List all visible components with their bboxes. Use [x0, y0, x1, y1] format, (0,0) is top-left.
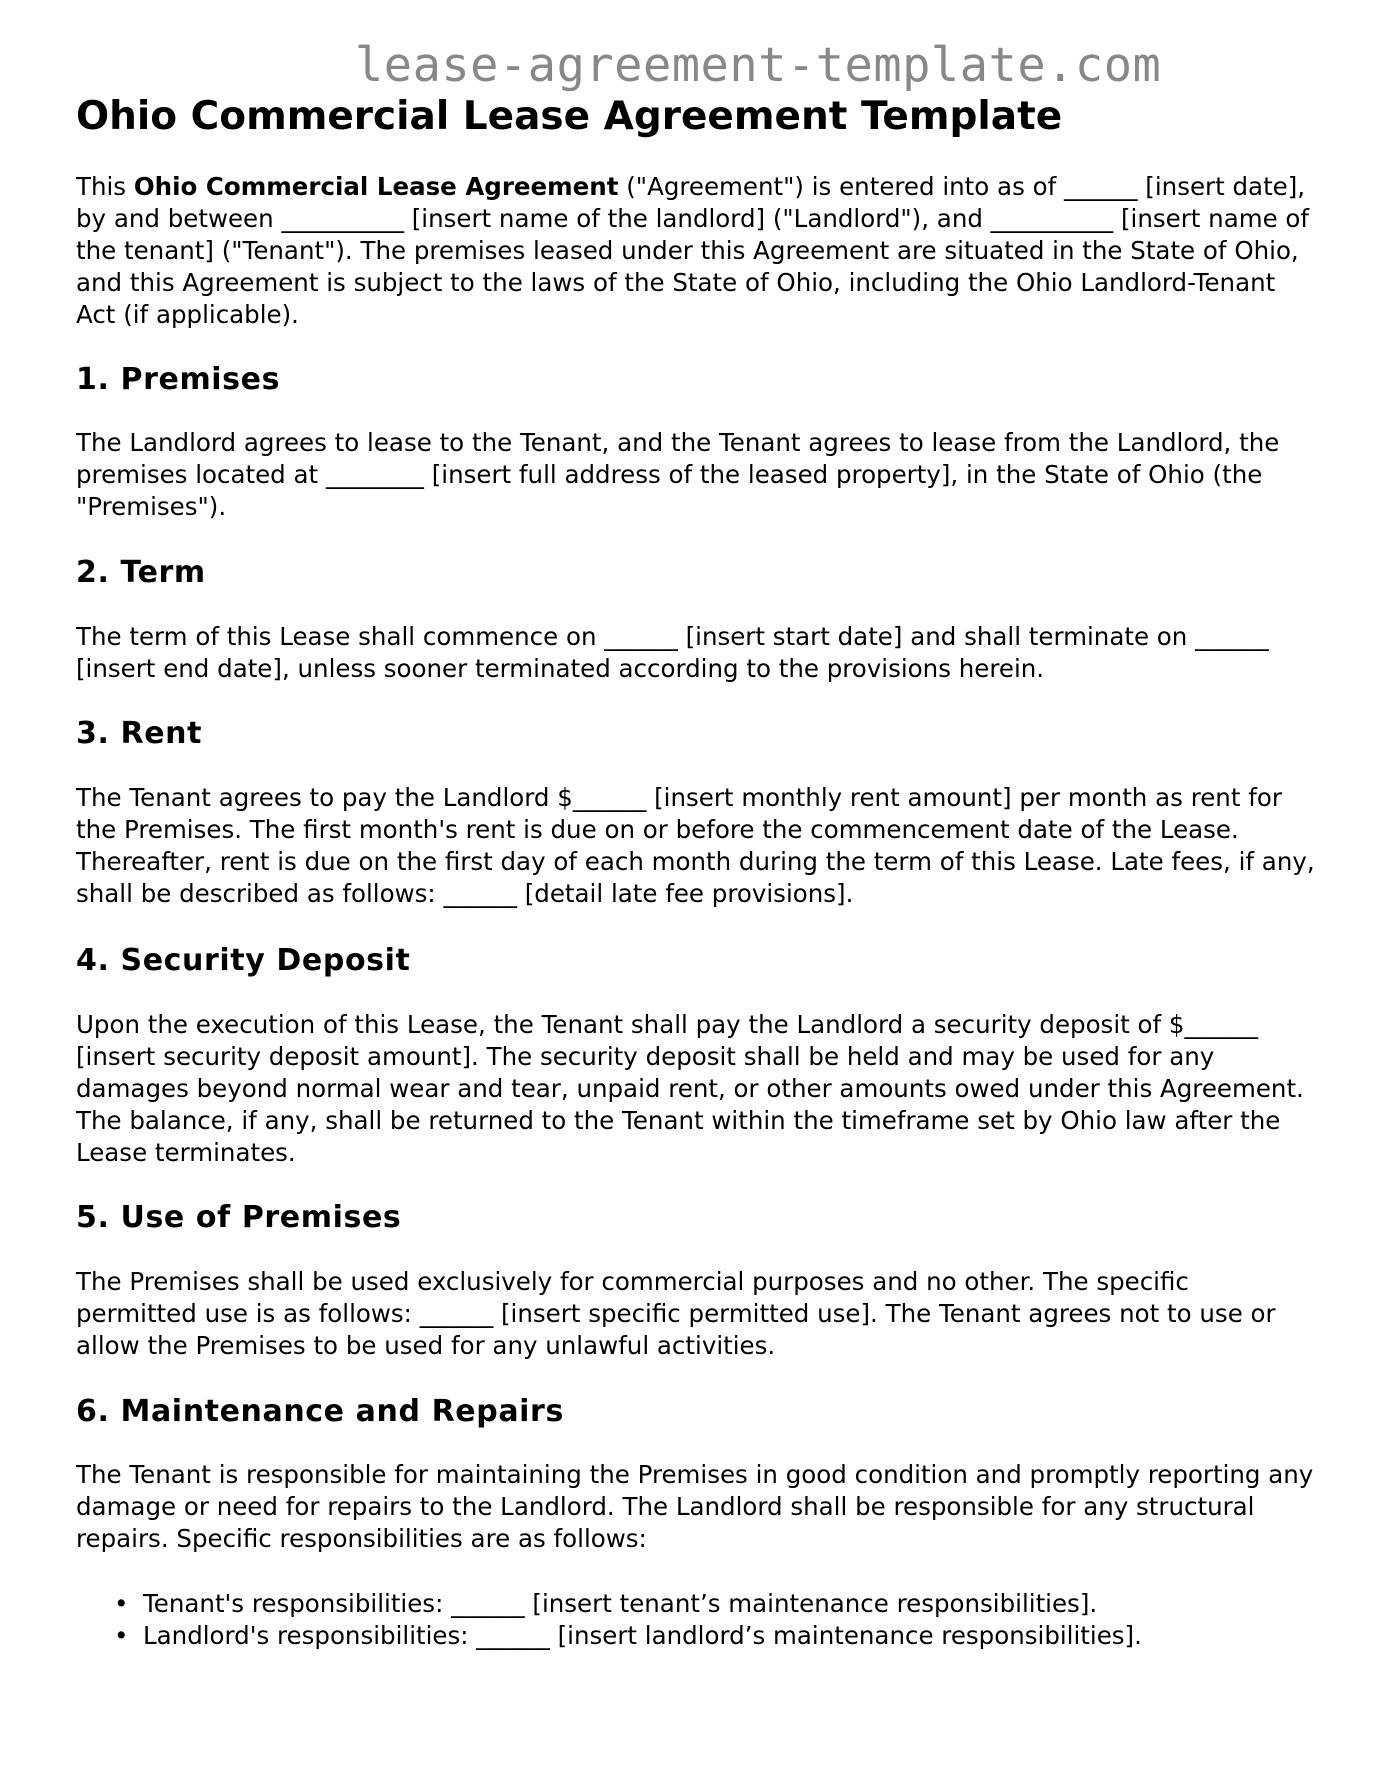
bullet-text: Landlord's responsibilities: ______ [insert landlord’s maintenance responsibilities].	[143, 1621, 1142, 1650]
list-item	[76, 1588, 1142, 1620]
page-title: Ohio Commercial Lease Agreement Template	[76, 94, 1063, 139]
maintenance-bullet-list	[76, 1588, 1142, 1652]
section-body-rent: The Tenant agrees to pay the Landlord $______ [insert monthly rent amount] per month as rent for the Premises. The first month's rent is due on or before the commencement date of the Lease. Thereafter, rent is due on the first day of each month during the term of this Lease. Late fees, if any, shall be described as follows: ______ [detail late fee provisions].	[76, 783, 1315, 908]
section-body-use-of-premises: The Premises shall be used exclusively for commercial purposes and no other. The specific permitted use is as follows: ______ [insert specific permitted use]. The Tenant agrees not to use or allow the Premises to be used for any unlawful activities.	[76, 1267, 1276, 1360]
section-heading-term: 2. Term	[76, 555, 206, 590]
section-heading-premises: 1. Premises	[76, 362, 281, 397]
intro-rest: ("Agreement") is entered into as of ______ [insert date], by and between __________ [insert name of the landlord] ("Landlord"), and __________ [insert name of the tenant] ("Tenant"). The premises leased under this Agreement are situated in the State of Ohio, and this Agreement is subject to the laws of the State of Ohio, including the Ohio Landlord-Tenant Act (if applicable).	[76, 172, 1310, 329]
bullet-text: Tenant's responsibilities: ______ [insert tenant’s maintenance responsibilities].	[143, 1589, 1098, 1618]
watermark: lease-agreement-template.com	[355, 38, 1162, 93]
section-heading-security-deposit: 4. Security Deposit	[76, 943, 411, 978]
bullet-icon: •	[114, 1589, 129, 1618]
section-heading-rent: 3. Rent	[76, 716, 203, 751]
intro-bold-title: Ohio Commercial Lease Agreement	[133, 172, 619, 201]
bullet-icon: •	[114, 1621, 129, 1650]
section-heading-maintenance: 6. Maintenance and Repairs	[76, 1394, 564, 1429]
section-heading-use-of-premises: 5. Use of Premises	[76, 1200, 402, 1235]
section-body-maintenance: The Tenant is responsible for maintaining the Premises in good condition and promptly reporting any damage or need for repairs to the Landlord. The Landlord shall be responsible for any structural repairs. Specific responsibilities are as follows:	[76, 1460, 1314, 1553]
section-body-term: The term of this Lease shall commence on ______ [insert start date] and shall terminate on ______ [insert end date], unless sooner terminated according to the provisions herein.	[76, 622, 1269, 683]
section-body-premises: The Landlord agrees to lease to the Tenant, and the Tenant agrees to lease from the Landlord, the premises located at ________ [insert full address of the leased property], in the State of Ohio (the "Premises").	[76, 428, 1280, 521]
intro-paragraph	[76, 171, 1316, 331]
intro-prefix: This	[76, 172, 134, 201]
list-item	[76, 1620, 1142, 1652]
section-body-security-deposit: Upon the execution of this Lease, the Tenant shall pay the Landlord a security deposit of $______ [insert security deposit amount]. The security deposit shall be held and may be used for any damages beyond normal wear and tear, unpaid rent, or other amounts owed under this Agreement. The balance, if any, shall be returned to the Tenant within the timeframe set by Ohio law after the Lease terminates.	[76, 1010, 1304, 1167]
